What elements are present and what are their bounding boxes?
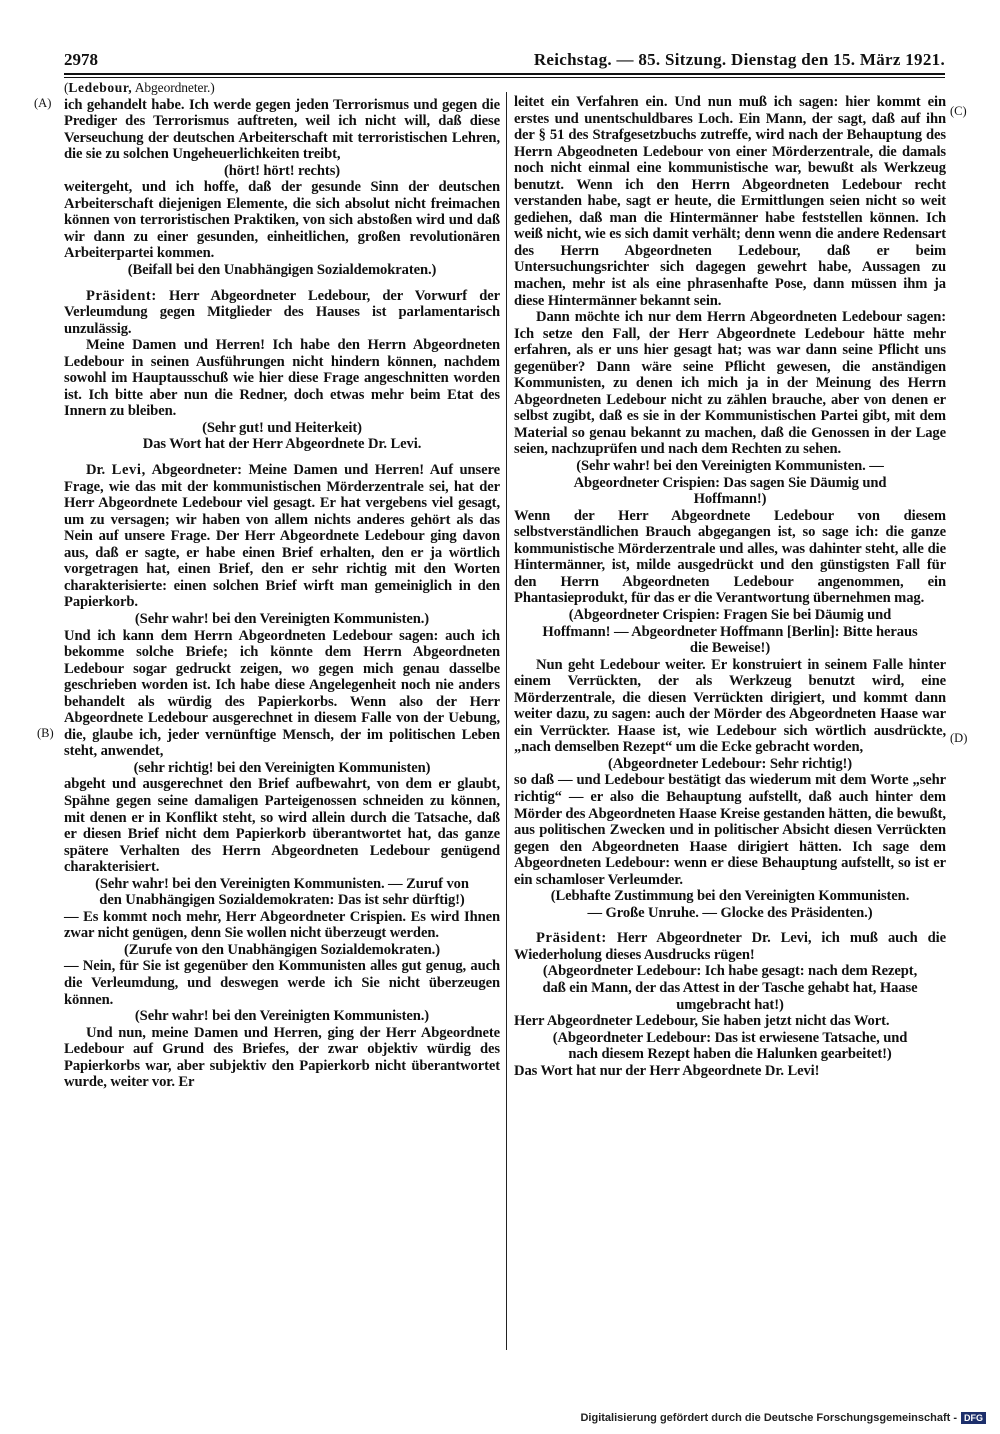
speaker-name: Präsident:: [86, 287, 157, 304]
text: ich gehandelt habe. Ich werde gegen jeden Terrorismus und gegen die Prediger des Terrorismus auftreten, weil ich nicht will, daß diese Verseuchung der deutschen Arbeiterschaft mit terroristischen Lehren, die sie zu solchen Ungeheuerlichkeiten treibt,: [64, 96, 500, 163]
interjection: [64, 942, 500, 959]
text: (Sehr wahr! bei den Vereinigten Kommunisten. — Abgeordneter Crispien: Das sagen Sie Däumig und Hoffmann!): [573, 458, 887, 508]
text: so daß — und Ledebour bestätigt das wiederum mit dem Worte „sehr richtig“ — er also die Behauptung aufstellt, daß auch hinter dem Mörder des Abgeordneten Haase Kreise gestanden hätten, die bewußt, aus politischen Zwecken und in politischer Absicht diesen Verrückten gegen den Abgeordneten Haase dirigiert hätten. Ich sage dem Abgeordneten Ledebour: wenn er diese Behauptung aufstellt, so ist er ein schamloser Verleumder.: [514, 772, 946, 888]
text: Das Wort hat nur der Herr Abgeordnete Dr. Levi!: [514, 1062, 820, 1079]
text: (Sehr wahr! bei den Vereinigten Kommunisten.): [134, 1008, 430, 1025]
interjection: [64, 611, 500, 628]
paragraph: [514, 657, 946, 756]
text: Meine Damen und Herren! Ich habe den Herrn Abgeordneten Ledebour in seinen Ausführungen nicht hindern können, nachdem sowohl im Hauptausschuß wie hier diese Frage angeschnitten worden ist. Ich bitte aber nun die Redner, doch etwas mehr beim Etat des Innern zu bleiben.: [64, 337, 500, 420]
text: Abgeordneter.): [134, 80, 215, 95]
text: Abgeordneter: Meine Damen und Herren! Auf unsere Frage, wie das mit der kommunistischen Mörderzentrale sei, hat der Herr Abgeordnete Ledebour viel gesagt. Er hat vergebens viel gesagt, um zu versagen; wir haben von allem nichts anderes gehört als das Nein auf unsere Frage. Der Herr Abgeordnete Ledebour ging davon aus, daß er sagte, er habe einen Brief erhalten, den er ja wörtlich vorgetragen hat, einen Brief, den er sehr richtig mit den Worten charakterisierte: einen solchen Brief wirft man gemeiniglich in den Papierkorb.: [64, 462, 501, 611]
paragraph: [64, 1025, 500, 1091]
interjection: [64, 420, 500, 437]
paragraph: [514, 1013, 946, 1030]
text: (Abgeordneter Ledebour: Sehr richtig!): [607, 755, 853, 772]
text: Dann möchte ich nur dem Herrn Abgeordneten Ledebour sagen: Ich setze den Fall, der Herr Abgeordnete Ledebour hätte mehr erfahren, als er uns hier gesagt hat; was war dann seine Pflicht uns gegenüber? Dann wäre seine Pflicht gewesen, die anständigen Kommunisten, zu denen ich mich ja in der Meinung des Herrn Abgeordneten Ledebour nicht zu zählen brauche, aber von denen er selbst zugibt, daß es sie in der Kommunistischen Partei gibt, mit dem Material so genau bekannt zu machen, daß die Genossen in der Lage seien, nachzuprüfen und nach dem Rechten zu sehen.: [514, 309, 946, 458]
text: (Sehr gut! und Heiterkeit): [202, 419, 362, 436]
interjection: [64, 760, 500, 777]
text: Und ich kann dem Herrn Abgeordneten Ledebour sagen: auch ich bekomme solche Briefe; ich könnte dem Herrn Abgeordneten Ledebour sogar gedruckt zeigen, wo gegen mich genau dasselbe geschrieben worden ist. Ich habe diese Angelegenheit noch nie anders behandelt als würdig des Papierkorbs. Wenn also der Herr Abgeordnete Ledebour ausgerechnet in diesem Falle von der Uebung, die, glaube ich, jeder vernünftige Mensch, der im politischen Leben steht, anwendet,: [64, 627, 500, 760]
interjection: [64, 262, 500, 279]
text: (Abgeordneter Ledebour: Das ist erwiesene Tatsache, und nach diesem Rezept haben die Halunken gearbeitet!): [552, 1029, 908, 1063]
paragraph: [64, 776, 500, 875]
page-header: [64, 50, 945, 72]
interjection: [64, 436, 500, 453]
interjection: [514, 963, 946, 1013]
paragraph: [64, 179, 500, 262]
margin-marker-d: (D): [950, 731, 968, 745]
margin-marker-b: (B): [37, 726, 54, 740]
paragraph: [514, 508, 946, 607]
speaker-prefix: (: [64, 80, 69, 95]
interjection: [514, 607, 946, 657]
paragraph: [64, 909, 500, 942]
interjection: [514, 888, 946, 921]
header-rule: [64, 73, 945, 75]
text: leitet ein Verfahren ein. Und nun muß ich sagen: hier kommt ein erstes und unentschuldbares Loch. Ein Mann, der sagt, daß auf ihn der § 51 des Strafgesetzbuchs zutreffe, wird nach der Behauptung des Herrn Abgeodneten Ledebour von einer Mörderzentrale, die damals noch nicht einmal eine kommunistische war, bewußt als Werkzeug benutzt. Wenn ich den Herrn Abgeordneten Ledebour recht verstanden habe, sagt er heute, die Ermittlungen seien nicht so weit gediehen, daß man die Hintermänner habe feststellen können. Ich weiß nicht, wie es sich damit verhält; denn wenn die andere Redensart des Herrn Abgeordneten Ledebour, daß er beim Untersuchungsrichter sich dagegen gewehrt habe, Aussagen zu machen, mehr ist als eine phrasenhafte Pose, dann müssen ihm ja diese Hintermänner bekannt sein.: [514, 94, 946, 309]
text: Herr Abgeordneter Ledebour, der Vorwurf der Verleumdung gegen Mitglieder des Hauses ist parlamentarisch unzulässig.: [64, 287, 500, 337]
text: abgeht und ausgerechnet den Brief aufbewahrt, von dem er glaubt, Spähne gegen seine damaligen Parteigenossen schneiden zu können, mit denen er in Konflikt steht, so wird allein durch die Tatsache, daß er diesen Brief nicht dem Papierkorb überantwortet hat, das ganze spätere Verhalten des Herrn Abgeordneten Ledebour genügend charakterisiert.: [64, 776, 500, 876]
margin-marker-a: (A): [34, 96, 52, 110]
paragraph: [514, 772, 946, 888]
speaker-name: Präsident:: [536, 930, 607, 947]
interjection: [64, 1008, 500, 1025]
text: (Sehr wahr! bei den Vereinigten Kommunisten.): [134, 610, 430, 627]
text: Herr Abgeordneter Ledebour, Sie haben jetzt nicht das Wort.: [514, 1013, 890, 1030]
running-title: Reichstag. — 85. Sitzung. Dienstag den 15. März 1921.: [533, 50, 945, 69]
text: Herr Abgeordneter Dr. Levi, ich muß auch die Wiederholung dieses Ausdrucks rügen!: [514, 930, 946, 963]
speaker-name: Ledebour,: [68, 80, 133, 95]
text: — Es kommt noch mehr, Herr Abgeordneter Crispien. Es wird Ihnen zwar nicht genügen, denn Sie wollen nicht überzeugt werden.: [64, 908, 500, 942]
text: Das Wort hat der Herr Abgeordnete Dr. Levi.: [142, 436, 422, 453]
text: — Nein, für Sie ist gegenüber den Kommunisten alles gut genug, auch die Verleumdung, und deswegen werde ich Sie nicht überzeugen können.: [64, 958, 500, 1008]
interjection: [64, 163, 500, 180]
left-column: [64, 80, 500, 1091]
text: weitergeht, und ich hoffe, daß der gesunde Sinn der deutschen Arbeiterschaft diejenigen Elemente, die sich absolut nicht freimachen können von terroristischen Praktiken, von sich abstoßen wird und daß wir dann zu einer gesunden, einheitlichen, großen revolutionären Arbeiterpartei kommen.: [64, 179, 500, 262]
paragraph: [64, 337, 500, 420]
text: Und nun, meine Damen und Herren, ging der Herr Abgeordnete Ledebour auf Grund des Briefes, der zwar objektiv würdig des Papierkorbs war, aber subjektiv den Papierkorb nicht überantwortet wurde, weiter vor. Er: [64, 1024, 500, 1091]
text: (hört! hört! rechts): [223, 162, 341, 179]
text: (Abgeordneter Crispien: Fragen Sie bei Däumig und Hoffmann! — Abgeordneter Hoffmann [Berlin]: Bitte heraus die Beweise!): [542, 606, 918, 657]
continued-speaker-note: [64, 80, 500, 97]
interjection: [514, 1030, 946, 1063]
paragraph: [514, 930, 946, 963]
paragraph: [64, 958, 500, 1008]
text: Nun geht Ledebour weiter. Er konstruiert in seinem Falle hinter einem Verrückten, der als Werkzeug benutzt wird, eine Mörderzentrale, die diesen Verrückten dirigiert, und kommt dann weiter dazu, zu sagen: auch der Mörder des Abgeordneten Haase war ein Verrückter. Haase ist, wie Ledebour sich wörtlich ausdrückte, „nach demselben Rezept“ um die Ecke gebracht worden,: [514, 656, 946, 756]
credit-text: Digitalisierung gefördert durch die Deutsche Forschungsgemeinschaft -: [580, 1412, 957, 1424]
text: (Abgeordneter Ledebour: Ich habe gesagt: nach dem Rezept, daß ein Mann, der das Attest in der Tasche gehabt hat, Haase umgebracht hat!): [542, 963, 918, 1013]
header-rule-thin: [64, 77, 945, 78]
footer-credit: [580, 1412, 986, 1424]
text: (Lebhafte Zustimmung bei den Vereinigten Kommunisten. — Große Unruhe. — Glocke des Präsidenten.): [550, 888, 910, 921]
text: (Sehr wahr! bei den Vereinigten Kommunisten. — Zuruf von den Unabhängigen Sozialdemokraten: Das ist sehr dürftig!): [95, 875, 469, 909]
interjection: [514, 458, 946, 508]
text: (sehr richtig! bei den Vereinigten Kommunisten): [133, 759, 431, 776]
margin-marker-c: (C): [950, 104, 967, 118]
column-divider: [506, 92, 507, 1350]
paragraph: [64, 462, 500, 611]
paragraph: [64, 288, 500, 338]
paragraph: [514, 1063, 946, 1080]
right-column: [514, 94, 946, 1079]
speaker-name: Levi,: [111, 462, 146, 479]
text: (Beifall bei den Unabhängigen Sozialdemokraten.): [127, 262, 437, 279]
paragraph: [514, 94, 946, 309]
speaker-prefix: Dr.: [86, 462, 112, 479]
text: Wenn der Herr Abgeordnete Ledebour von diesem selbstverständlichen Brauch abgegangen ist, so sage ich: die ganze kommunistische Mörderzentrale und alles, was dahinter steht, alle die Hintermänner, ist, milde ausgedrückt und den günstigsten Fall für den Herrn Abgeordneten Ledebour angenommen, ein Phantasieprodukt, für das er die Verantwortung übernehmen mag.: [514, 507, 946, 607]
paragraph: [64, 97, 500, 163]
paragraph: [514, 309, 946, 458]
interjection: [514, 756, 946, 773]
text: (Zurufe von den Unabhängigen Sozialdemokraten.): [124, 941, 440, 958]
page-number: 2978: [64, 50, 98, 69]
paragraph: [64, 628, 500, 760]
dfg-logo: DFG: [961, 1412, 986, 1424]
interjection: [64, 876, 500, 909]
